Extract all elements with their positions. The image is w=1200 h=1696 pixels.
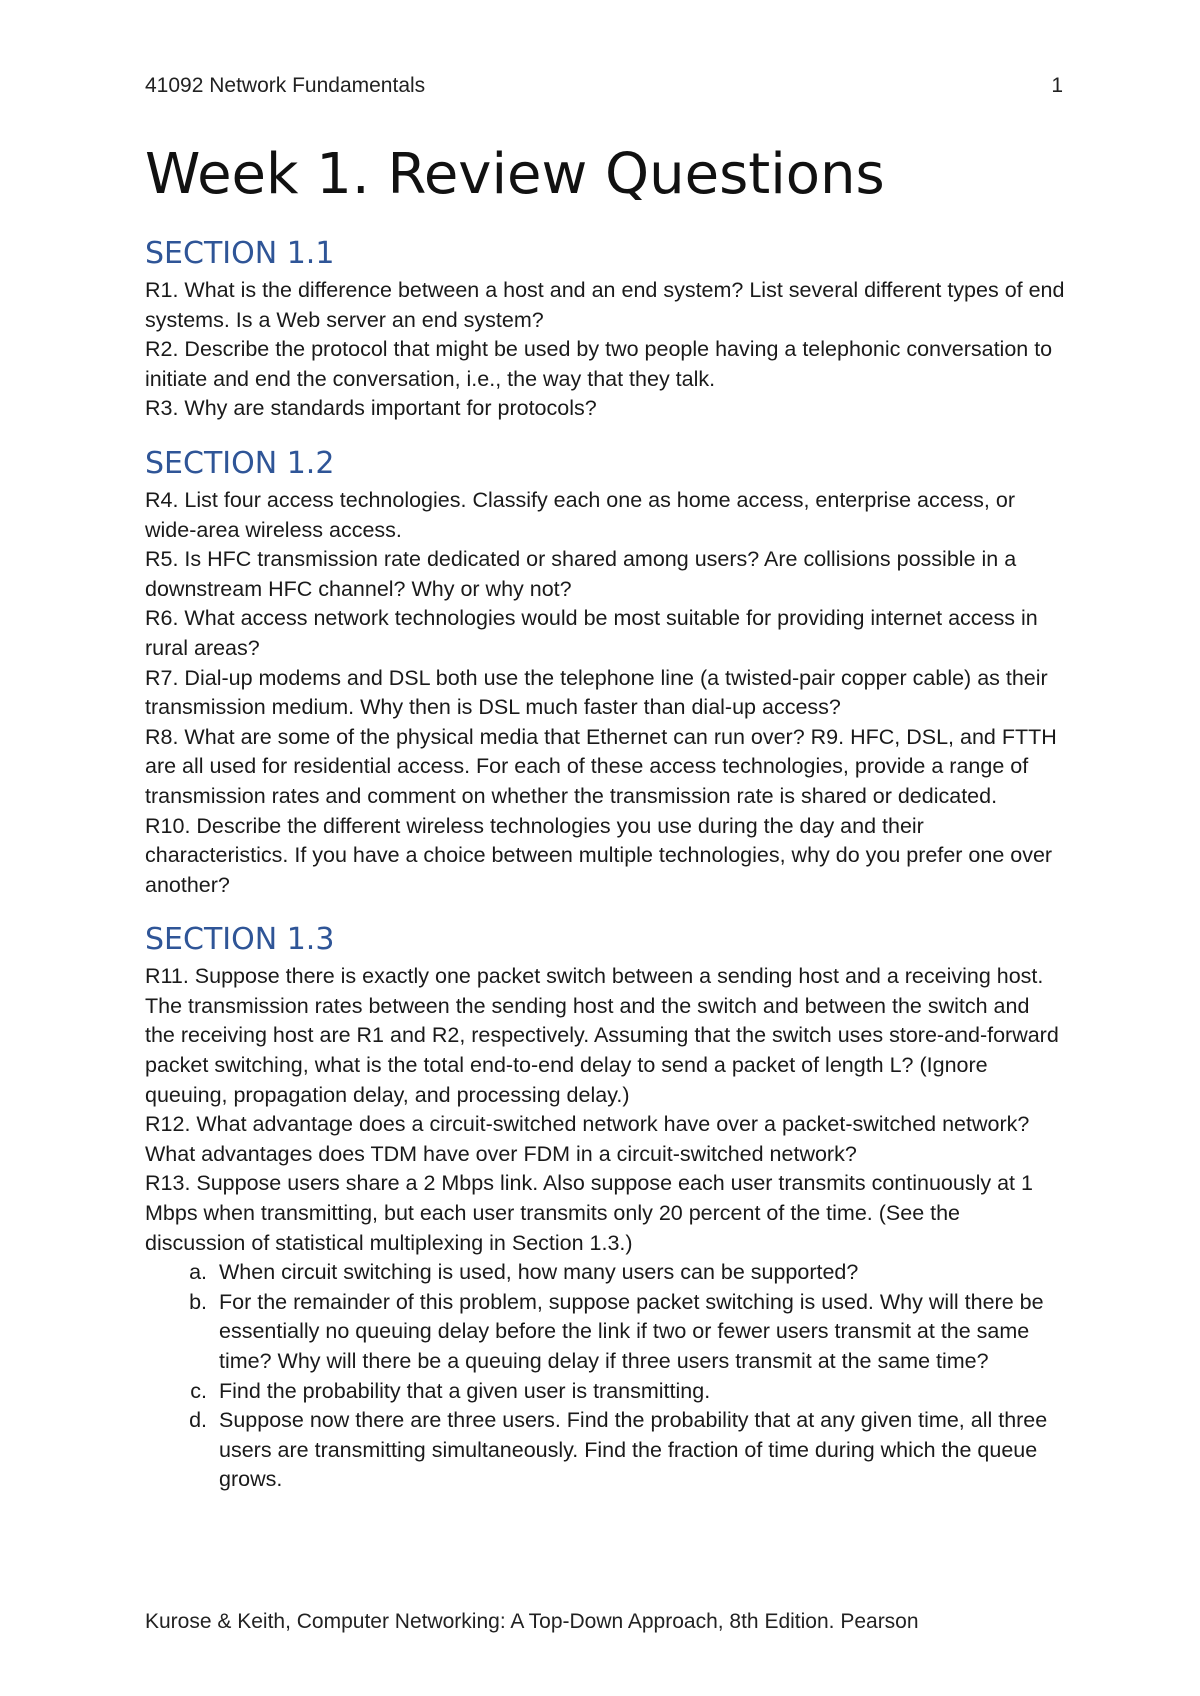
section-heading: SECTION 1.1 bbox=[145, 236, 335, 271]
question-r12: R12. What advantage does a circuit-switched network have over a packet-switched network? What advantages does TDM have over FDM in a circuit-switched network? bbox=[145, 1112, 1030, 1166]
section-1-1 bbox=[145, 232, 1065, 424]
list-letter: b. bbox=[189, 1289, 207, 1314]
list-letter: c. bbox=[190, 1378, 207, 1403]
question-r3: R3. Why are standards important for protocols? bbox=[145, 396, 597, 421]
section-heading: SECTION 1.3 bbox=[145, 922, 335, 958]
section-heading: SECTION 1.2 bbox=[145, 445, 335, 481]
question-r7: R7. Dial-up modems and DSL both use the telephone line (a twisted-pair copper cable) as their transmission medium. Why then is DSL much faster than dial-up access? bbox=[145, 665, 1048, 720]
page-footer: Kurose & Keith, Computer Networking: A Top-Down Approach, 8th Edition. Pearson bbox=[145, 1610, 919, 1633]
page-number: 1 bbox=[1051, 74, 1063, 97]
section-1-3 bbox=[145, 918, 1065, 1495]
question-r10: R10. Describe the different wireless technologies you use during the day and their characteristics. If you have a choice between multiple technologies, why do you prefer one over another? bbox=[145, 813, 1053, 897]
section-1-2 bbox=[145, 442, 1065, 900]
list-text: When circuit switching is used, how many users can be supported? bbox=[219, 1260, 859, 1285]
question-r4: R4. List four access technologies. Classify each one as home access, enterprise access, or wide-area wireless access. bbox=[145, 487, 1015, 542]
list-text: Find the probability that a given user is transmitting. bbox=[219, 1378, 711, 1403]
question-r6: R6. What access network technologies would be most suitable for providing internet access in rural areas? bbox=[145, 606, 1038, 660]
list-item bbox=[145, 1288, 1065, 1377]
r13-subquestions bbox=[145, 1258, 1065, 1495]
list-item bbox=[145, 1406, 1065, 1495]
question-r1: R1. What is the difference between a host and an end system? List several different types of end systems. Is a Web server an end system? bbox=[145, 278, 1065, 332]
question-r11: R11. Suppose there is exactly one packet switch between a sending host and a receiving host. The transmission rates between the sending host and the switch and between the switch and the receiving host are R1 and R2, respectively. Assuming that the switch uses store-and-forward packet switching, what is the total end-to-end delay to send a packet of length L? (Ignore queuing, propagation delay, and processing delay.) bbox=[145, 964, 1059, 1107]
list-letter: a. bbox=[189, 1260, 207, 1285]
list-text: For the remainder of this problem, suppose packet switching is used. Why will there be essentially no queuing delay before the link if two or fewer users transmit at the same time? Why will there be a queuing delay if three users transmit at the same time? bbox=[219, 1289, 1044, 1373]
question-r2: R2. Describe the protocol that might be used by two people having a telephonic conversation to initiate and end the conversation, i.e., the way that they talk. bbox=[145, 337, 1053, 391]
document-body bbox=[145, 232, 1065, 1495]
list-item bbox=[145, 1258, 1065, 1288]
list-text: Suppose now there are three users. Find the probability that at any given time, all three users are transmitting simultaneously. Find the fraction of time during which the queue grows. bbox=[219, 1408, 1048, 1492]
list-item bbox=[145, 1377, 1065, 1407]
page-header bbox=[145, 74, 1063, 98]
question-r5: R5. Is HFC transmission rate dedicated or shared among users? Are collisions possible in a downstream HFC channel? Why or why not? bbox=[145, 547, 1017, 601]
question-r13: R13. Suppose users share a 2 Mbps link. Also suppose each user transmits continuously at 1 Mbps when transmitting, but each user transmits only 20 percent of the time. (See the discussion of statistical multiplexing in Section 1.3.) bbox=[145, 1171, 1033, 1255]
list-letter: d. bbox=[189, 1408, 207, 1433]
page-title: Week 1. Review Questions bbox=[145, 142, 885, 207]
course-name: 41092 Network Fundamentals bbox=[145, 74, 426, 97]
question-r8-r9: R8. What are some of the physical media that Ethernet can run over? R9. HFC, DSL, and FTTH are all used for residential access. For each of these access technologies, provide a range of transmission rates and comment on whether the transmission rate is shared or dedicated. bbox=[145, 724, 1057, 808]
